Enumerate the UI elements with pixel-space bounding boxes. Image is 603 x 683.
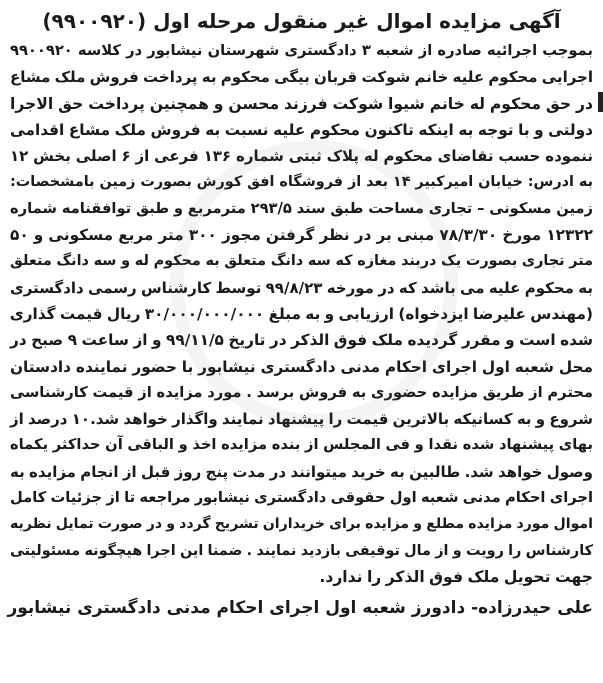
notice-line: اموال مورد مزایده مطلع و مزایده برای خریداران تشریح گردد و در صورت تمایل نظریه — [10, 516, 593, 533]
edge-mark — [598, 92, 603, 112]
notice-line: اجرایی محکوم علیه خانم شوکت قربان بیگی محکوم به پرداخت فروش ملک مشاع — [10, 68, 593, 87]
notice-line: دولتی و با توجه به اینکه تاکنون محکوم علیه نسبت به فروش ملک مشاع اقدامی — [10, 120, 593, 139]
notice-body — [10, 38, 593, 590]
notice-line: ننموده حسب تقاضای محکوم له پلاک ثبتی شماره ۱۳۶ فرعی از ۶ اصلی بخش ۱۲ — [10, 147, 594, 166]
notice-line: وصول خواهد شد. طالبین به خرید میتوانند در مدت پنج روز قبل از انجام مزایده به — [10, 462, 593, 481]
notice-signature: علی حیدرزاده- دادورز شعبه اول اجرای احکام مدنی دادگستری نیشابور — [7, 598, 593, 619]
notice-line: زمین مسکونی – تجاری مساحت طبق سند ۲۹۳/۵ مترمربع و طبق توافقنامه شماره — [10, 199, 593, 217]
notice-line: شده است و مقرر گردیده ملک فوق الذکر در تاریخ ۹۹/۱۱/۵ و از ساعت ۹ صبح در — [10, 331, 593, 350]
notice-line: به محکوم علیه می باشد که در مورخه ۹۹/۸/۲۳ توسط کارشناس رسمی دادگستری — [10, 278, 593, 297]
notice-line: به ادرس: خیابان امیرکبیر ۱۴ بعد از فروشگاه افق کورش بصورت زمین بامشخصات: — [10, 174, 593, 191]
notice-title: آگهی مزایده اموال غیر منقول مرحله اول (۹۹۰۰۹۲۰) — [42, 9, 561, 33]
notice-line: در حق محکوم له خانم شیوا شوکت فرزند محسن و همچنین پرداخت حق الاجرا — [10, 94, 593, 113]
notice-line: (مهندس علیرضا ایزدخواه) ارزیابی و به مبلغ ۳۰/۰۰۰/۰۰۰/۰۰۰ ریال قیمت گذاری — [9, 304, 593, 323]
notice-line: محل شعبه اول اجرای احکام مدنی دادگستری نیشابور با حضور نماینده دادستان — [10, 357, 593, 376]
notice-line: جهت تحویل ملک فوق الذکر را ندارد. — [319, 567, 593, 586]
notice-line: کارشناس را رویت و از مال توقیفی بازدید نمایند . ضمنا این اجرا هیچگونه مسئولیتی — [10, 542, 593, 559]
notice-line: بموجب اجرائیه صادره از شعبه ۳ دادگستری شهرستان نیشابور در کلاسه ۹۹۰۰۹۲۰ — [10, 42, 593, 59]
notice-line: اجرای احکام مدنی شعبه اول حقوقی دادگستری نیشابور مراجعه تا از جزئیات کامل — [10, 489, 593, 507]
notice-line: بهای پیشنهاد شده نقدا و فی المجلس از بنده مزایده اخذ و الباقی آن حداکثر یکماه — [10, 436, 593, 454]
notice-line: ۱۲۳۲۲ مورخ ۷۸/۳/۳۰ مبنی بر در نظر گرفتن مجوز ۳۰۰ متر مربع مسکونی و ۵۰ — [10, 226, 593, 245]
notice-line: شروع و به کسانیکه بالاترین قیمت را پیشنهاد نمایند واگذار خواهد شد.۱۰ درصد از — [10, 410, 594, 429]
notice-line: متر تجاری بصورت یک دربند مغازه که سه دانگ متعلق به محکوم له و سه دانگ متعلق — [10, 253, 593, 270]
notice-line: محترم از طریق مزایده حضوری به فروش برسد . مورد مزایده از قیمت کارشناسی — [10, 383, 593, 401]
